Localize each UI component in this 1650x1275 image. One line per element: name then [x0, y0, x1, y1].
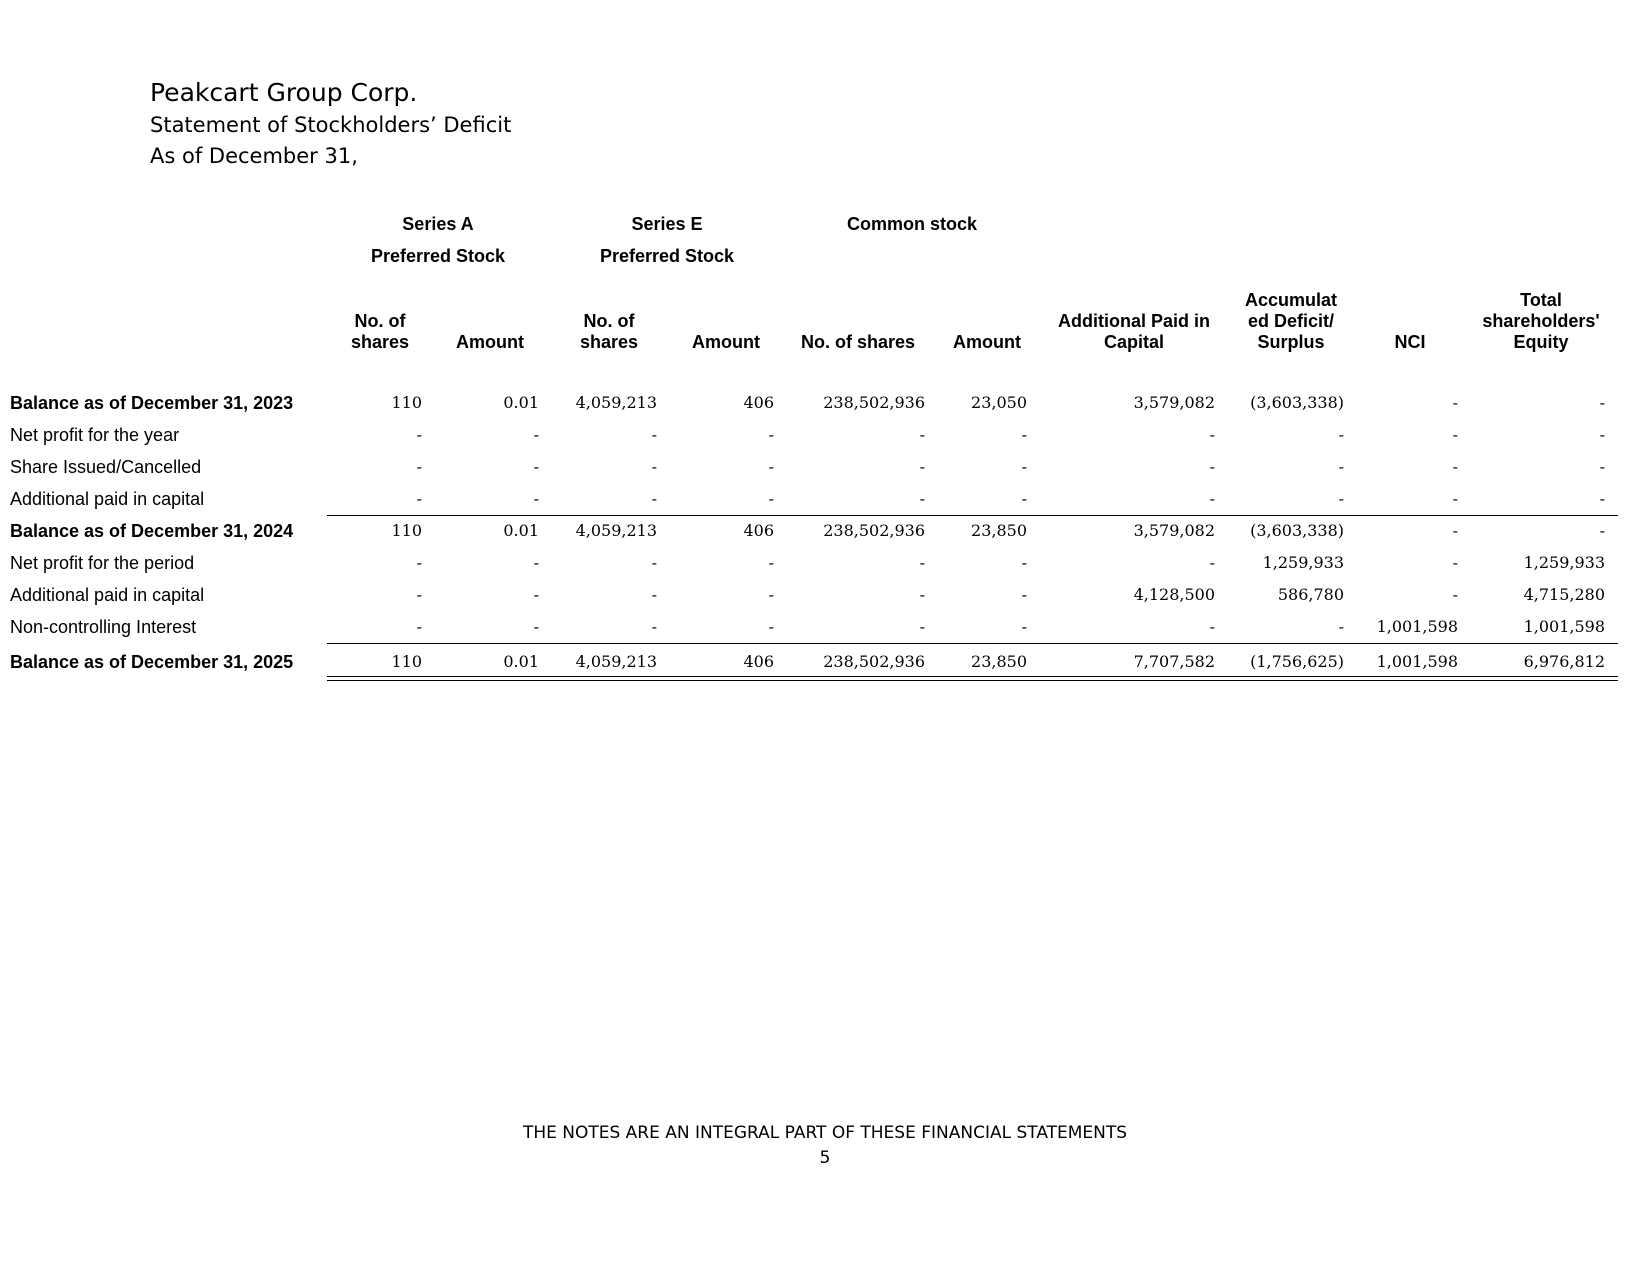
row-label: Non-controlling Interest: [10, 617, 197, 637]
cell-common-amount: 23,050: [971, 393, 1027, 412]
cell-common-amount: -: [1021, 553, 1027, 572]
statement-date: As of December 31,: [150, 144, 358, 168]
col-header-accumulated-deficit: Accumulat ed Deficit/ Surplus: [1244, 290, 1338, 352]
group-common-stock: [812, 208, 1012, 240]
cell-common-amount: 23,850: [971, 652, 1027, 671]
cell-nci: 1,001,598: [1376, 617, 1458, 636]
row-label: Net profit for the year: [10, 425, 180, 445]
cell-series-a-shares: 110: [391, 521, 422, 540]
cell-series-e-shares: -: [651, 585, 657, 604]
cell-total-equity: -: [1599, 457, 1605, 476]
cell-total-equity: -: [1599, 521, 1605, 540]
col-header-series-e-amount: Amount: [692, 332, 760, 352]
cell-common-shares: -: [919, 457, 925, 476]
cell-common-amount: -: [1021, 489, 1027, 508]
cell-nci: -: [1452, 521, 1458, 540]
cell-common-shares: 238,502,936: [823, 652, 925, 671]
cell-accumulated-deficit: -: [1338, 489, 1344, 508]
cell-common-shares: -: [919, 617, 925, 636]
total-rule: [327, 643, 1618, 644]
col-header-common-amount: Amount: [953, 332, 1021, 352]
cell-series-a-shares: -: [416, 425, 422, 444]
cell-total-equity: -: [1599, 393, 1605, 412]
cell-series-a-shares: -: [416, 617, 422, 636]
cell-series-e-amount: 406: [743, 521, 774, 540]
table-row: [0, 515, 1650, 547]
cell-common-shares: 238,502,936: [823, 393, 925, 412]
cell-nci: -: [1452, 553, 1458, 572]
col-header-common-shares: No. of shares: [800, 332, 916, 352]
table-row: [0, 451, 1650, 483]
row-label: Share Issued/Cancelled: [10, 457, 202, 477]
table-row: [0, 547, 1650, 579]
cell-common-amount: 23,850: [971, 521, 1027, 540]
cell-apic: -: [1209, 617, 1215, 636]
table-row: [0, 646, 1650, 678]
cell-common-shares: -: [919, 425, 925, 444]
cell-series-a-amount: -: [533, 457, 539, 476]
cell-accumulated-deficit: (3,603,338): [1250, 521, 1344, 540]
cell-series-e-shares: -: [651, 489, 657, 508]
cell-accumulated-deficit: -: [1338, 617, 1344, 636]
cell-series-e-shares: 4,059,213: [575, 521, 657, 540]
cell-series-e-amount: 406: [743, 652, 774, 671]
cell-series-e-shares: -: [651, 425, 657, 444]
cell-series-e-shares: -: [651, 553, 657, 572]
table-row: [0, 419, 1650, 451]
statement-header: [150, 76, 511, 172]
cell-common-shares: -: [919, 489, 925, 508]
cell-series-e-amount: -: [768, 489, 774, 508]
cell-nci: 1,001,598: [1376, 652, 1458, 671]
cell-series-a-amount: -: [533, 425, 539, 444]
cell-series-a-amount: -: [533, 617, 539, 636]
row-label: Balance as of December 31, 2025: [10, 652, 294, 672]
cell-common-shares: -: [919, 553, 925, 572]
cell-common-shares: -: [919, 585, 925, 604]
cell-total-equity: 4,715,280: [1523, 585, 1605, 604]
table-row: [0, 483, 1650, 515]
cell-total-equity: -: [1599, 489, 1605, 508]
cell-series-a-amount: 0.01: [503, 521, 539, 540]
cell-common-shares: 238,502,936: [823, 521, 925, 540]
cell-accumulated-deficit: 586,780: [1277, 585, 1344, 604]
cell-series-a-amount: -: [533, 585, 539, 604]
cell-apic: 3,579,082: [1133, 521, 1215, 540]
cell-series-e-shares: 4,059,213: [575, 393, 657, 412]
cell-apic: -: [1209, 489, 1215, 508]
col-header-nci: NCI: [1394, 332, 1426, 352]
col-header-series-a-amount: Amount: [456, 332, 524, 352]
cell-nci: -: [1452, 457, 1458, 476]
group-series-a-line2: Preferred Stock: [370, 246, 506, 266]
cell-apic: 4,128,500: [1133, 585, 1215, 604]
cell-accumulated-deficit: -: [1338, 457, 1344, 476]
group-series-e-line1: Series E: [631, 214, 703, 234]
cell-nci: -: [1452, 489, 1458, 508]
table-row: [0, 611, 1650, 643]
cell-total-equity: 1,001,598: [1523, 617, 1605, 636]
cell-nci: -: [1452, 585, 1458, 604]
cell-nci: -: [1452, 393, 1458, 412]
cell-series-a-amount: -: [533, 553, 539, 572]
row-label: Balance as of December 31, 2023: [10, 393, 294, 413]
cell-series-a-shares: -: [416, 553, 422, 572]
cell-series-e-shares: 4,059,213: [575, 652, 657, 671]
cell-common-amount: -: [1021, 585, 1027, 604]
group-series-a: [338, 208, 538, 272]
cell-common-amount: -: [1021, 425, 1027, 444]
cell-series-a-shares: -: [416, 457, 422, 476]
cell-series-a-amount: 0.01: [503, 652, 539, 671]
cell-nci: -: [1452, 425, 1458, 444]
cell-series-e-shares: -: [651, 457, 657, 476]
table-row: [0, 387, 1650, 419]
cell-common-amount: -: [1021, 457, 1027, 476]
col-header-series-e-shares: No. of shares: [579, 311, 639, 352]
cell-series-e-amount: -: [768, 457, 774, 476]
table-row: [0, 579, 1650, 611]
cell-accumulated-deficit: (1,756,625): [1250, 652, 1344, 671]
company-name: Peakcart Group Corp.: [150, 78, 418, 107]
cell-series-a-shares: -: [416, 489, 422, 508]
cell-series-a-amount: -: [533, 489, 539, 508]
cell-total-equity: -: [1599, 425, 1605, 444]
cell-series-a-shares: 110: [391, 393, 422, 412]
cell-series-e-amount: -: [768, 425, 774, 444]
page-number: 5: [819, 1148, 831, 1168]
cell-series-e-amount: 406: [743, 393, 774, 412]
cell-apic: -: [1209, 457, 1215, 476]
row-label: Additional paid in capital: [10, 585, 205, 605]
cell-series-a-shares: -: [416, 585, 422, 604]
group-common-stock-line1: Common stock: [846, 214, 978, 234]
col-header-apic: Additional Paid in Capital: [1058, 311, 1210, 352]
group-series-a-line1: Series A: [402, 214, 474, 234]
group-series-e-line2: Preferred Stock: [599, 246, 735, 266]
cell-total-equity: 1,259,933: [1523, 553, 1605, 572]
cell-series-a-shares: 110: [391, 652, 422, 671]
grand-total-double-rule: [327, 676, 1618, 681]
cell-accumulated-deficit: 1,259,933: [1262, 553, 1344, 572]
cell-accumulated-deficit: -: [1338, 425, 1344, 444]
cell-series-e-amount: -: [768, 585, 774, 604]
cell-series-e-amount: -: [768, 617, 774, 636]
cell-series-e-amount: -: [768, 553, 774, 572]
cell-apic: -: [1209, 425, 1215, 444]
cell-series-e-shares: -: [651, 617, 657, 636]
cell-total-equity: 6,976,812: [1523, 652, 1605, 671]
cell-apic: 7,707,582: [1133, 652, 1215, 671]
cell-common-amount: -: [1021, 617, 1027, 636]
row-label: Additional paid in capital: [10, 489, 205, 509]
footer-note: THE NOTES ARE AN INTEGRAL PART OF THESE FINANCIAL STATEMENTS: [522, 1123, 1128, 1143]
row-label: Net profit for the period: [10, 553, 195, 573]
cell-apic: 3,579,082: [1133, 393, 1215, 412]
cell-series-a-amount: 0.01: [503, 393, 539, 412]
col-header-total-equity: Total shareholders' Equity: [1482, 290, 1600, 352]
col-header-series-a-shares: No. of shares: [350, 311, 410, 352]
row-label: Balance as of December 31, 2024: [10, 521, 294, 541]
statement-title: Statement of Stockholders’ Deficit: [150, 113, 512, 137]
group-series-e: [567, 208, 767, 272]
cell-accumulated-deficit: (3,603,338): [1250, 393, 1344, 412]
cell-apic: -: [1209, 553, 1215, 572]
